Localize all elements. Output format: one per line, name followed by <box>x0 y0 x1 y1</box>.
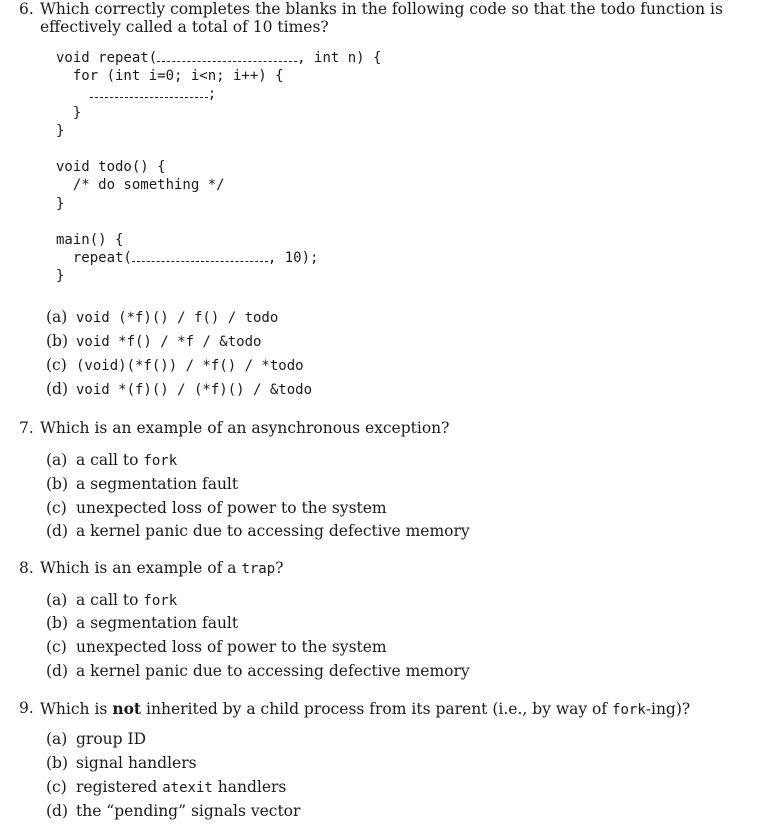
option-label: (d) <box>46 662 69 680</box>
option-text: a segmentation fault <box>76 614 239 632</box>
option-a <box>46 730 146 749</box>
code-line: for (int i=0; i<n; i++) { <box>56 68 284 85</box>
option-a <box>46 308 278 328</box>
code-line: } <box>56 195 65 212</box>
option-label: (b) <box>46 475 69 493</box>
question-number: 9. <box>19 699 34 717</box>
code-line: main() { <box>56 232 124 249</box>
option-text: a call to <box>76 591 144 609</box>
option-label: (a) <box>46 308 68 326</box>
question-number: 7. <box>19 419 34 437</box>
option-text: void *f() / *f / &todo <box>76 334 262 350</box>
option-text: group ID <box>76 730 147 748</box>
code-line: repeat( <box>56 250 132 267</box>
option-label: (c) <box>46 356 67 374</box>
question-number: 6. <box>19 0 34 18</box>
question-text-post: ? <box>275 559 284 577</box>
option-code: fork <box>143 453 178 469</box>
question-number: 8. <box>19 559 34 577</box>
question-text-bold: not <box>112 699 142 718</box>
option-text: (void)(*f()) / *f() / *todo <box>76 358 304 374</box>
option-label: (c) <box>46 778 67 796</box>
code-line: , 10); <box>267 250 319 267</box>
option-text: a segmentation fault <box>76 475 239 493</box>
option-text: signal handlers <box>76 754 197 772</box>
code-line: } <box>56 104 82 121</box>
option-d <box>46 522 470 541</box>
option-label: (c) <box>46 499 67 517</box>
blank-1 <box>157 51 297 62</box>
option-c <box>46 638 387 657</box>
question-code: fork <box>612 702 646 718</box>
option-text: void (*f)() / f() / todo <box>76 310 279 326</box>
question-text-post: -ing)? <box>645 700 691 718</box>
option-c <box>46 356 304 376</box>
option-label: (c) <box>46 638 67 656</box>
option-label: (a) <box>46 591 68 609</box>
option-text: unexpected loss of power to the system <box>76 638 387 656</box>
option-c <box>46 499 387 518</box>
option-label: (d) <box>46 522 69 540</box>
question-text-pre: Which is <box>40 700 113 718</box>
code-line: void repeat( <box>56 50 158 66</box>
question-text <box>40 0 723 19</box>
code-line: ; <box>207 86 217 103</box>
option-text: a kernel panic due to accessing defective memory <box>76 522 470 540</box>
option-b <box>46 614 238 633</box>
option-text: unexpected loss of power to the system <box>76 499 387 517</box>
option-b <box>46 332 261 352</box>
option-b <box>46 754 197 773</box>
option-label: (a) <box>46 730 68 748</box>
question-text <box>40 699 690 720</box>
option-label: (d) <box>46 802 69 820</box>
option-text: a kernel panic due to accessing defective memory <box>76 662 470 680</box>
option-text: a call to <box>76 451 144 469</box>
question-6-text-line-2: effectively called a total of 10 times? <box>40 18 329 36</box>
code-listing <box>56 49 381 286</box>
code-line: } <box>56 268 65 285</box>
question-text-pre: Which is an example of a <box>40 559 242 577</box>
option-a <box>46 591 177 611</box>
question-code: trap <box>241 561 276 577</box>
option-label: (b) <box>46 614 69 632</box>
option-label: (a) <box>46 451 68 469</box>
question-text: Which is an example of an asynchronous exception? <box>40 419 450 437</box>
option-a <box>46 451 177 471</box>
question-text <box>40 559 283 579</box>
code-line: } <box>56 122 65 139</box>
option-d <box>46 802 300 821</box>
option-label: (b) <box>46 332 69 350</box>
question-text-mid: inherited by a child process from its parent (i.e., by way of <box>141 700 613 718</box>
code-line: void todo() { <box>56 159 166 176</box>
code-line: , int n) { <box>297 50 382 66</box>
option-code: fork <box>143 593 178 609</box>
option-text: the “pending” signals vector <box>76 802 301 820</box>
option-text: void *(f)() / (*f)() / &todo <box>76 382 313 398</box>
option-text-post: handlers <box>212 778 287 796</box>
code-line: /* do something */ <box>56 177 225 194</box>
option-label: (d) <box>46 380 69 398</box>
option-code: atexit <box>162 780 213 796</box>
option-b <box>46 475 238 494</box>
option-c <box>46 778 286 798</box>
blank-2 <box>90 87 208 98</box>
option-d <box>46 662 470 681</box>
question-6-text-line-1: Which correctly completes the blanks in the following code so that the todo function is <box>40 0 723 18</box>
option-text: registered <box>76 778 163 796</box>
option-label: (b) <box>46 754 69 772</box>
option-d <box>46 380 312 400</box>
blank-3 <box>132 251 268 262</box>
